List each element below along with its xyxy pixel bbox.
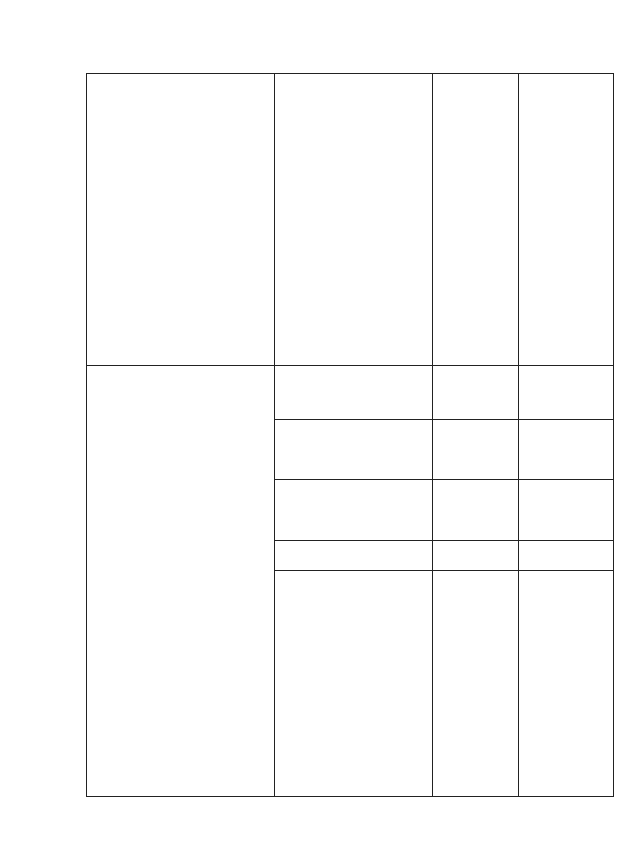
process-cell-empty <box>87 74 275 366</box>
unit-cell <box>433 480 519 541</box>
substance-name <box>275 420 432 426</box>
substance-list <box>275 74 432 80</box>
unit-cell <box>433 541 519 571</box>
norm-cell <box>519 541 614 571</box>
unit-cell <box>433 366 519 420</box>
unit-cell <box>433 420 519 480</box>
substance-name <box>275 366 432 372</box>
substance-name <box>275 571 432 577</box>
substance-cell <box>275 420 433 480</box>
norm-cell-empty <box>519 74 614 366</box>
norm-cell <box>519 480 614 541</box>
unit-cell <box>433 571 519 797</box>
process-description <box>87 366 274 368</box>
unit-cell-empty <box>433 74 519 366</box>
substance-name <box>275 541 432 550</box>
norm-cell <box>519 571 614 797</box>
emissions-table <box>86 73 614 797</box>
substance-cell <box>275 541 433 571</box>
substance-cell <box>275 366 433 420</box>
process-description-cell <box>87 366 275 797</box>
norm-cell <box>519 420 614 480</box>
norm-cell <box>519 366 614 420</box>
substance-cell <box>275 571 433 797</box>
substance-cell-continuation <box>275 74 433 366</box>
table-row <box>87 366 614 420</box>
substance-cell <box>275 480 433 541</box>
table-row-continuation <box>87 74 614 366</box>
substance-name <box>275 480 432 486</box>
